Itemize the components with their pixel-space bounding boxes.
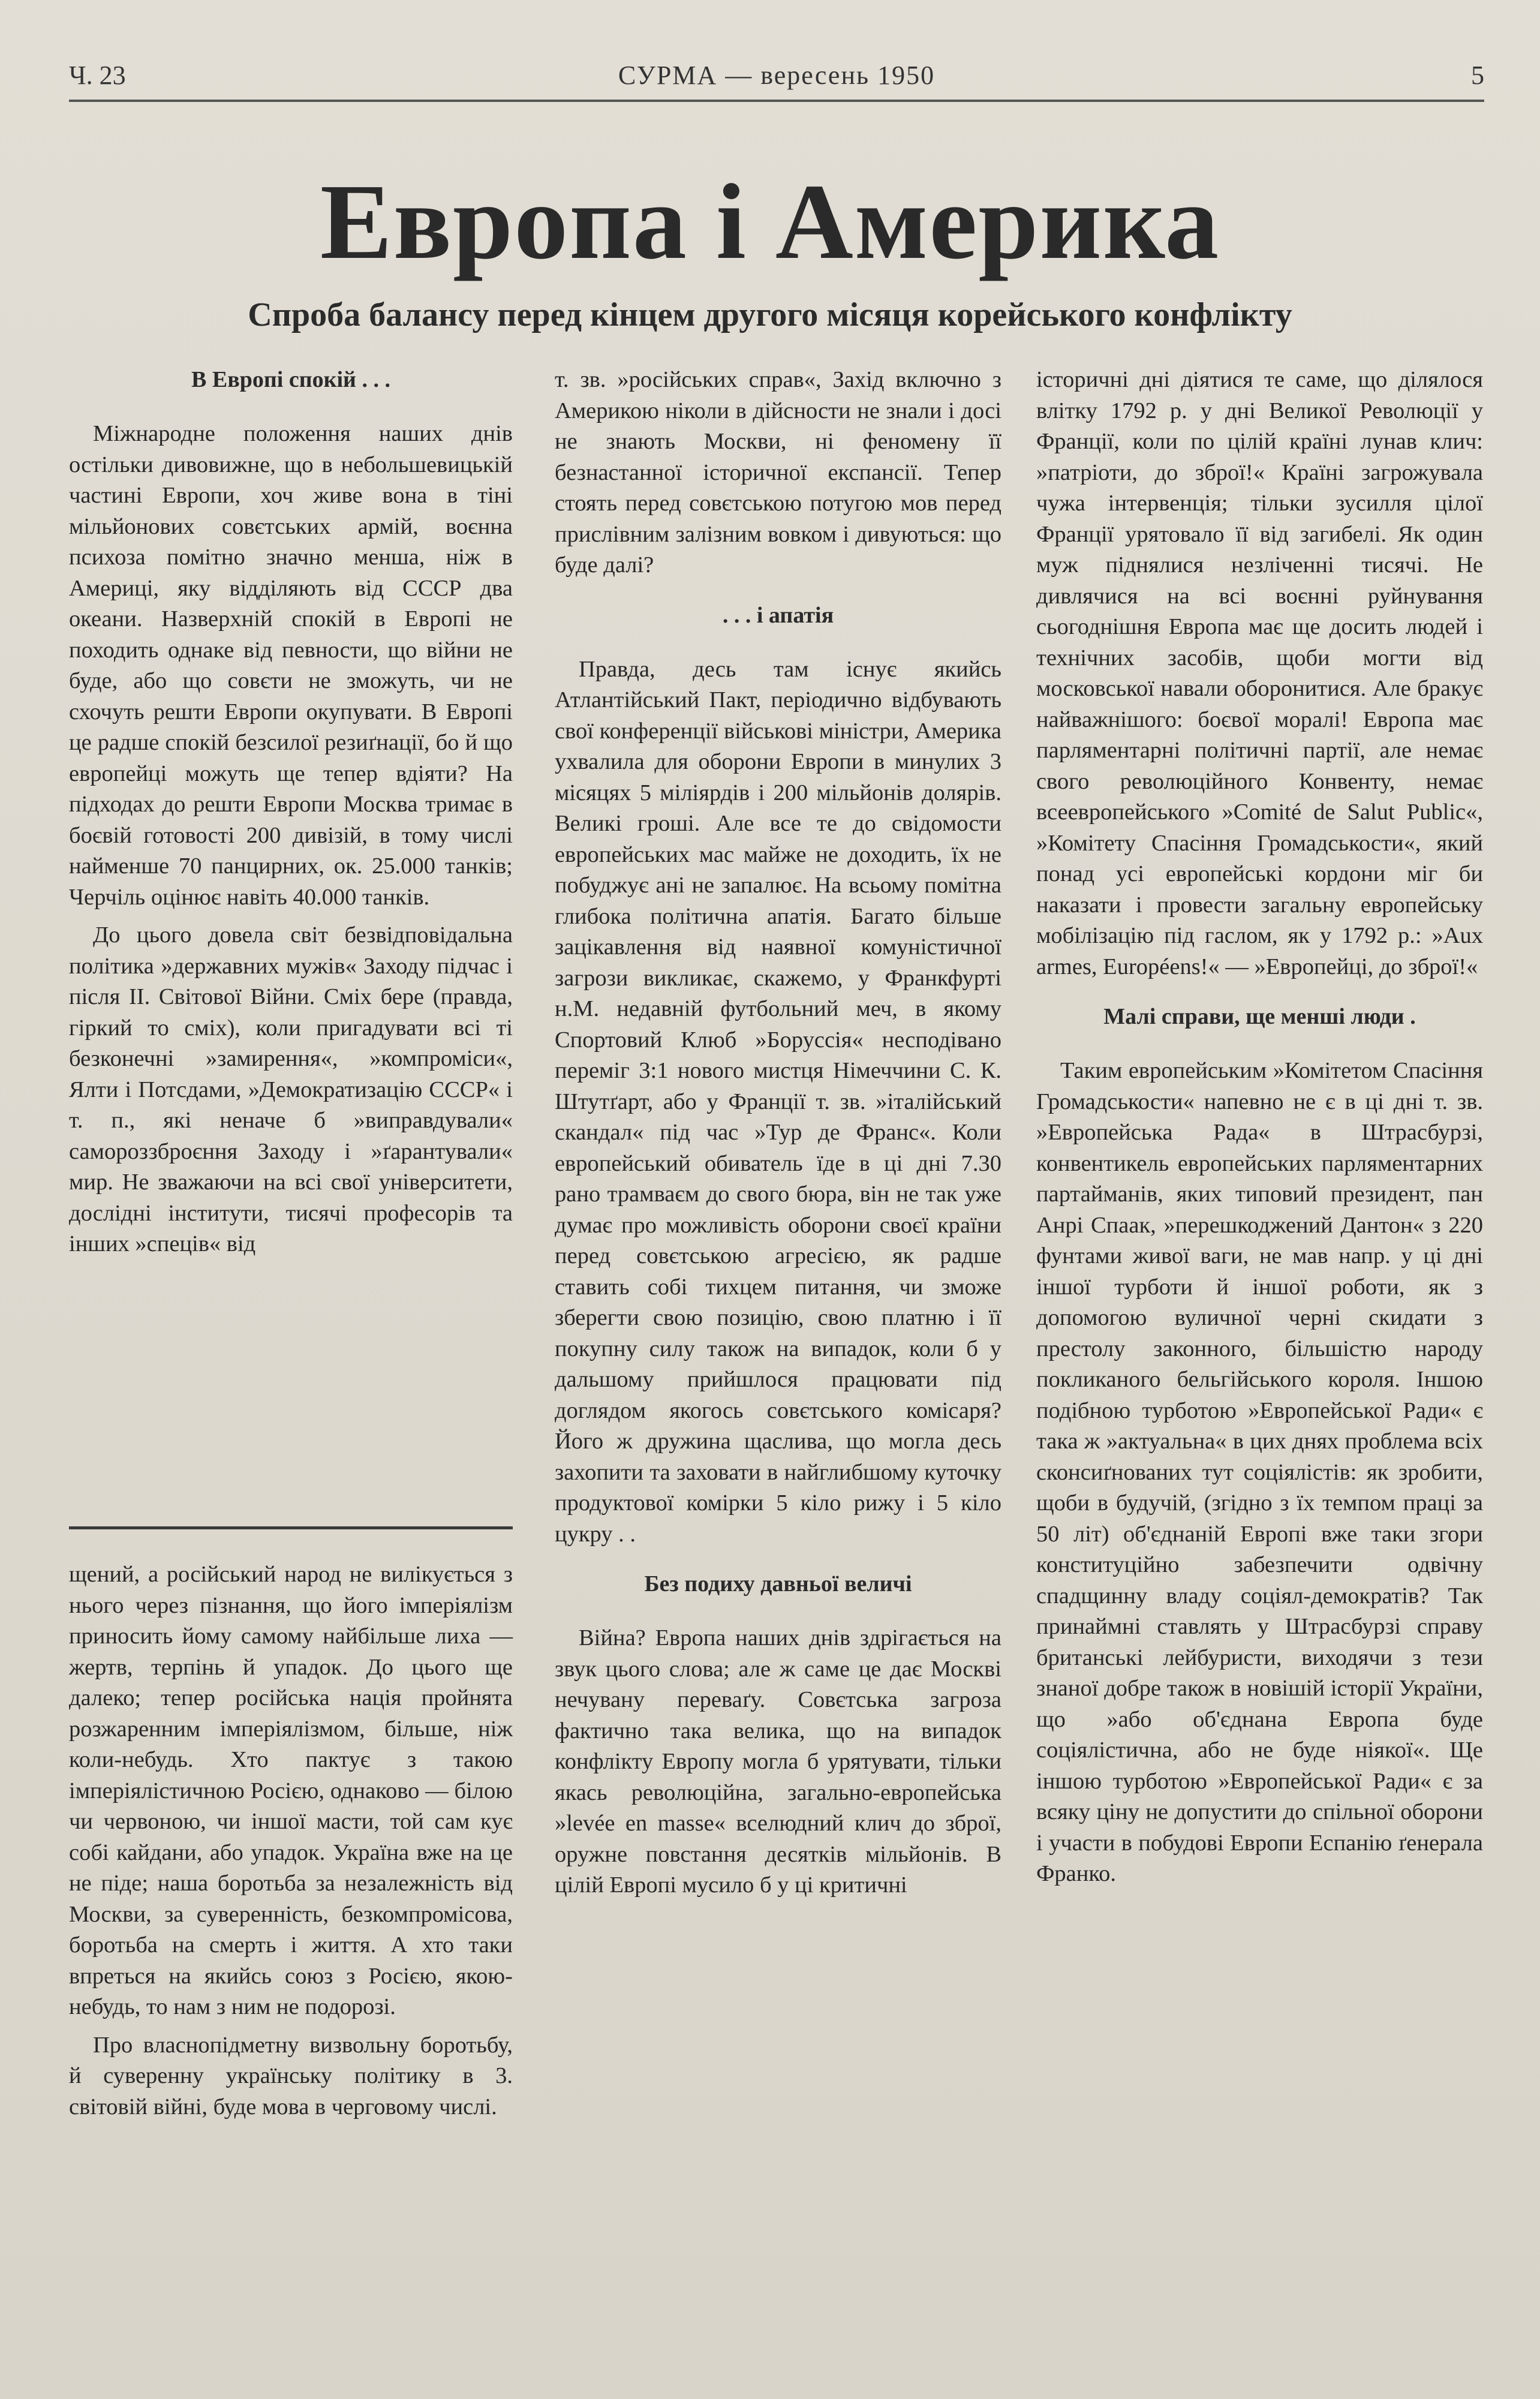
section-heading-apathy: . . . і апатія <box>722 602 834 628</box>
paragraph: Про власнопідметну визвольну боротьбу, й суверенну українську політику в 3. світовій війні, буде мова в черговому числі. <box>69 2032 513 2120</box>
paragraph: щений, а російський народ не вилікується з нього через пізнання, що його імперіялізм приносить йому самому найбільше лиха — жертв, терпінь й упадок. До цього ще далеко; тепер російська нація пройнята розжаренним імперіялізмом, більше, ніж коли-небудь. Хто пактує з такою імперіялістичною Росією, однаково — білою чи червоною, чи іншої масти, той сам кує собі кайдани, або упадок. Україна вже на це не піде; наша боротьба за незалежність від Москви, за суверенність, безкомпромісова, боротьба на смерть і життя. А хто таки впреться на якийсь союз з Росією, якою-небудь, то нам з ним не подорозі. <box>69 1562 513 2019</box>
section-heading-small-matters: Малі справи, ще менші люди . <box>1103 1004 1416 1029</box>
column-divider-rule <box>69 1526 513 1529</box>
paragraph: Таким европейським »Комітетом Спасіння Громадськости« напевно не є в ці дні т. зв. »Европейська Рада« в Штрасбурзі, конвентикель европейських парляментарних партайманів, яких типовий президент, пан Анрі Спаак, »перешкоджений Дантон« з 220 фунтами живої ваги, не мав напр. у ці дні іншої турботи й іншої роботи, як з допомогою вуличної черні скидати з престолу законного, більшістю народу покликаного бельгійського короля. Іншою подібною турботою »Европейської Ради« є така ж »актуальна« в цих днях проблема всіх сконсиґнованих тут соціялістів: як зробити, щоби в будучій, (згідно з їх темпом праці за 50 літ) об'єднаній Европі вже таки згори конституційно забезпечити одвічну спадщинну владу соціял-демократів? Так принаймні ставлять у Штрасбурзі справу британські лейбуристи, виходячи з тези знаної добре також в новішій історії України, що »або об'єднана Европа буде соціялістична, або не буде ніякої«. Ще іншою турботою »Европейської Ради« є за всяку ціну не допустити до спільної оборони і участи в побудові Европи Еспанію ґенерала Франко. <box>1036 1058 1483 1886</box>
paragraph: Війна? Европа наших днів здрігається на звук цього слова; але ж саме це дає Москві нечувану переваґу. Совєтська загроза фактично така велика, що на випадок конфлікту Европу могла б урятувати, тільки якась революційна, загально-европейська »levée en masse« вселюдний клич до зброї, оружне повстання десятків мільйонів. В цілій Европі мусило б у ці критичні <box>555 1625 1001 1898</box>
paragraph: т. зв. »російських справ«, Захід включно з Америкою ніколи в дійсности не знали і досі не знають Москви, ні феномену її безнастанної історичної експансії. Тепер стоять перед совєтською потугою мов перед прислівним залізним вовком і дивуються: що буде далі? <box>555 367 1001 578</box>
section-heading-without-greatness: Без подиху давньої величі <box>644 1571 912 1597</box>
section-heading-europe-calm: В Европі спокій . . . <box>191 367 390 392</box>
column-3 <box>1036 365 1483 2314</box>
issue-number: Ч. 23 <box>69 61 126 90</box>
column-1-lower <box>69 1559 513 2303</box>
page-header <box>69 60 1484 102</box>
column-1-upper <box>69 365 513 1511</box>
article-subtitle: Спроба балансу перед кінцем другого місяця корейського конфлікту <box>248 296 1292 333</box>
column-2 <box>555 365 1001 2314</box>
paragraph: Міжнародне положення наших днів остільки дивовижне, що в небольшевицькій частині Европи, хоч живе вона в тіні мільйонових совєтських армій, воєнна психоза помітно значно менша, ніж в Америці, яку відділяють від СССР два океани. Назверхній спокій в Европі не походить однаке від певности, що війни не буде, або що совєти не зможуть, чи не схочуть решти Европи окупувати. В Европі це радше спокій безсилої резиґнації, бо й що европейці можуть ще тепер вдіяти? На підходах до решти Европи Москва тримає в боєвій готовості 200 дивізій, в тому числі найменше 70 панцирних, ок. 25.000 танків; Черчіль оцінює навіть 40.000 танків. <box>69 421 513 910</box>
page-number: 5 <box>1471 61 1484 90</box>
header-rule <box>69 100 1484 102</box>
masthead: СУРМА — вересень 1950 <box>618 61 936 90</box>
paragraph: історичні дні діятися те саме, що ділялося влітку 1792 р. у дні Великої Революції у Франції, коли по цілій країні лунав клич: »патріоти, до зброї!« Країні загрожувала чужа інтервенція; тільки зусилля цілої Франції урятовало її від загибелі. Як один муж піднялися незліченні тисячі. Не дивлячися на всі воєнні руйнування сьогоднішня Европа має ще досить людей і технічних засобів, щоби могти від московської навали оборонитися. Але бракує найважнішого: боєвої моралі! Европа має парляментарні політичні партії, але немає свого революційного Конвенту, немає всеевропейського »Comité de Salut Public«, »Комітету Спасіння Громадськости«, який понад усі европейські кордони міг би наказати і провести загальну европейську мобілізацію під гаслом, як у 1792 р.: »Aux armes, Européens!« — »Европейці, до зброї!« <box>1036 367 1483 979</box>
article-title: Европа і Америка <box>320 162 1220 281</box>
paragraph: Правда, десь там існує якийсь Атлантійський Пакт, періодично відбувають свої конференції військові міністри, Америка ухвалила для оборони Европи в минулих 3 місяцях 5 міліярдів і 200 мільйонів долярів. Великі гроші. Але все те до свідомости европейських мас майже не доходить, їх не побуджує ані не запалює. На всьому помітна глибока політична апатія. Багато більше зацікавлення від наявної комуністичної загрози викликає, скажемо, у Франкфурті н.М. недавній футбольний меч, в якому Спортовий Клюб »Боруссія« несподівано переміг 3:1 нового мистця Німеччини С. К. Штутґарт, або у Франції т. зв. »італійський скандал« під час »Тур де Франс«. Коли европейський обиватель їде в ці дні 7.30 рано трамваєм до свого бюра, він не так уже думає про можливість оборони своєї країни перед совєтською агресією, як радше ставить собі тихцем питання, чи зможе зберегти свою позицію, свою платню і її покупну силу також на випадок, коли б у дальшому прийшлося працювати під доглядом якогось совєтського комісаря? Його ж дружина щаслива, що могла десь захопити та заховати в найглибшому куточку продуктової комірки 5 кіло рижу і 5 кіло цукру . . <box>555 656 1001 1547</box>
paragraph: До цього довела світ безвідповідальна політика »державних мужів« Заходу підчас і після II. Світової Війни. Сміх бере (правда, гіркий то сміх), коли пригадувати всі ті безконечні »замирення«, »компроміси«, Ялти і Потсдами, »Демократизацію СССР« і т. п., які неначе б »виправдували« самороззброєння Заходу і »ґарантували« мир. Не зважаючи на всі свої університети, дослідні інститути, тисячі професорів та інших »спеців« від <box>69 922 513 1256</box>
